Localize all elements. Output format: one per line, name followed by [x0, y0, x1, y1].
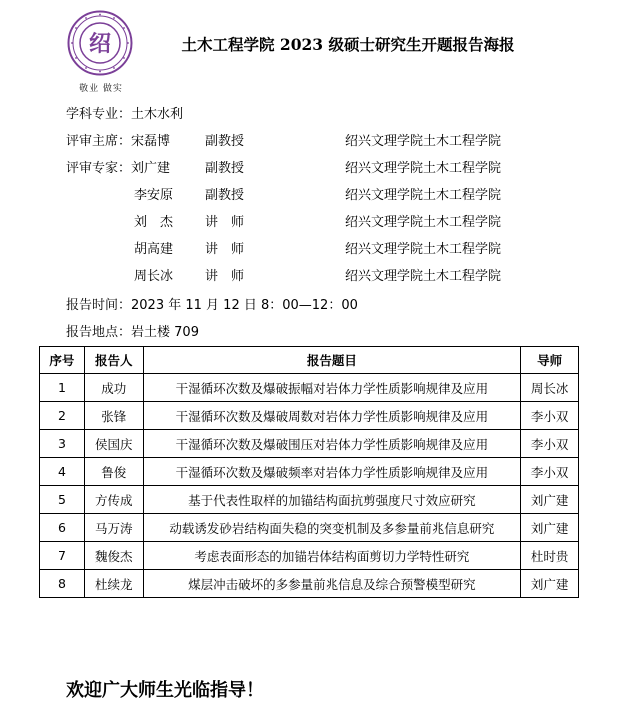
expert-title: 讲 师 — [205, 215, 245, 230]
cell-reporter: 鲁俊 — [84, 458, 143, 486]
cell-no: 1 — [40, 374, 85, 402]
major-value: 土木水利 — [131, 107, 184, 122]
page-title: 土木工程学院 2023 级硕士研究生开题报告海报 — [181, 35, 515, 54]
motto: 敬业 做实 — [79, 84, 123, 94]
col-header-advisor: 导师 — [521, 347, 579, 374]
university-logo — [67, 10, 133, 76]
cell-no: 6 — [40, 514, 85, 542]
report-schedule-table — [39, 346, 579, 598]
expert-org: 绍兴文理学院土木工程学院 — [345, 269, 502, 284]
table-row — [40, 486, 579, 514]
cell-topic: 动载诱发砂岩结构面失稳的突变机制及多参量前兆信息研究 — [143, 514, 521, 542]
cell-reporter: 成功 — [84, 374, 143, 402]
cell-reporter: 马万涛 — [84, 514, 143, 542]
chair-line — [66, 133, 502, 151]
table-row — [40, 458, 579, 486]
expert-title: 讲 师 — [205, 242, 245, 257]
table-row — [40, 430, 579, 458]
expert-line-2 — [66, 187, 566, 205]
svg-text:绍: 绍 — [88, 31, 112, 57]
expert-name: 刘广建 — [131, 161, 171, 176]
table-row — [40, 514, 579, 542]
cell-topic: 煤层冲击破坏的多参量前兆信息及综合预警模型研究 — [143, 570, 521, 598]
expert-name: 刘 杰 — [134, 215, 174, 230]
cell-topic: 基于代表性取样的加锚结构面抗剪强度尺寸效应研究 — [143, 486, 521, 514]
expert-line-5 — [66, 268, 566, 286]
cell-no: 4 — [40, 458, 85, 486]
table-row — [40, 402, 579, 430]
major-line — [66, 106, 183, 124]
expert-org: 绍兴文理学院土木工程学院 — [345, 215, 502, 230]
table-row — [40, 542, 579, 570]
expert-org: 绍兴文理学院土木工程学院 — [345, 188, 502, 203]
cell-no: 8 — [40, 570, 85, 598]
university-seal-icon — [67, 10, 133, 76]
welcome-message: 欢迎广大师生光临指导！ — [66, 680, 264, 701]
expert-title: 副教授 — [205, 161, 245, 176]
col-header-reporter: 报告人 — [84, 347, 143, 374]
col-header-no: 序号 — [40, 347, 85, 374]
expert-name: 李安原 — [134, 188, 174, 203]
cell-advisor: 周长冰 — [521, 374, 579, 402]
expert-line-3 — [66, 214, 566, 232]
cell-reporter: 张锋 — [84, 402, 143, 430]
expert-line-1 — [66, 160, 566, 178]
cell-no: 5 — [40, 486, 85, 514]
cell-reporter: 侯国庆 — [84, 430, 143, 458]
expert-title: 讲 师 — [205, 269, 245, 284]
cell-advisor: 刘广建 — [521, 514, 579, 542]
expert-org: 绍兴文理学院土木工程学院 — [345, 161, 502, 176]
table-row — [40, 570, 579, 598]
place-value: 岩土楼 709 — [131, 325, 199, 340]
cell-advisor: 刘广建 — [521, 570, 579, 598]
expert-title: 副教授 — [205, 188, 245, 203]
chair-label: 评审主席： — [66, 134, 132, 149]
cell-topic: 考虑表面形态的加锚岩体结构面剪切力学特性研究 — [143, 542, 521, 570]
table-header-row — [40, 347, 579, 374]
expert-line-4 — [66, 241, 566, 259]
cell-advisor: 李小双 — [521, 402, 579, 430]
time-line — [66, 297, 358, 315]
cell-reporter: 方传成 — [84, 486, 143, 514]
place-line — [66, 324, 199, 342]
expert-name: 周长冰 — [134, 269, 174, 284]
chair-name: 宋磊博 — [131, 134, 171, 149]
time-label: 报告时间： — [66, 298, 132, 313]
cell-reporter: 魏俊杰 — [84, 542, 143, 570]
chair-org: 绍兴文理学院土木工程学院 — [345, 134, 502, 149]
cell-advisor: 李小双 — [521, 458, 579, 486]
time-value: 2023 年 11 月 12 日 8：00—12：00 — [131, 298, 358, 313]
cell-reporter: 杜续龙 — [84, 570, 143, 598]
cell-advisor: 杜时贵 — [521, 542, 579, 570]
experts-label: 评审专家： — [66, 161, 132, 176]
major-label: 学科专业： — [66, 107, 132, 122]
cell-advisor: 李小双 — [521, 430, 579, 458]
cell-topic: 干湿循环次数及爆破频率对岩体力学性质影响规律及应用 — [143, 458, 521, 486]
cell-topic: 干湿循环次数及爆破振幅对岩体力学性质影响规律及应用 — [143, 374, 521, 402]
table-row — [40, 374, 579, 402]
place-label: 报告地点： — [66, 325, 132, 340]
col-header-topic: 报告题目 — [143, 347, 521, 374]
cell-topic: 干湿循环次数及爆破围压对岩体力学性质影响规律及应用 — [143, 430, 521, 458]
expert-org: 绍兴文理学院土木工程学院 — [345, 242, 502, 257]
chair-title: 副教授 — [205, 134, 245, 149]
expert-name: 胡高建 — [134, 242, 174, 257]
cell-no: 3 — [40, 430, 85, 458]
cell-no: 2 — [40, 402, 85, 430]
cell-advisor: 刘广建 — [521, 486, 579, 514]
cell-no: 7 — [40, 542, 85, 570]
cell-topic: 干湿循环次数及爆破周数对岩体力学性质影响规律及应用 — [143, 402, 521, 430]
